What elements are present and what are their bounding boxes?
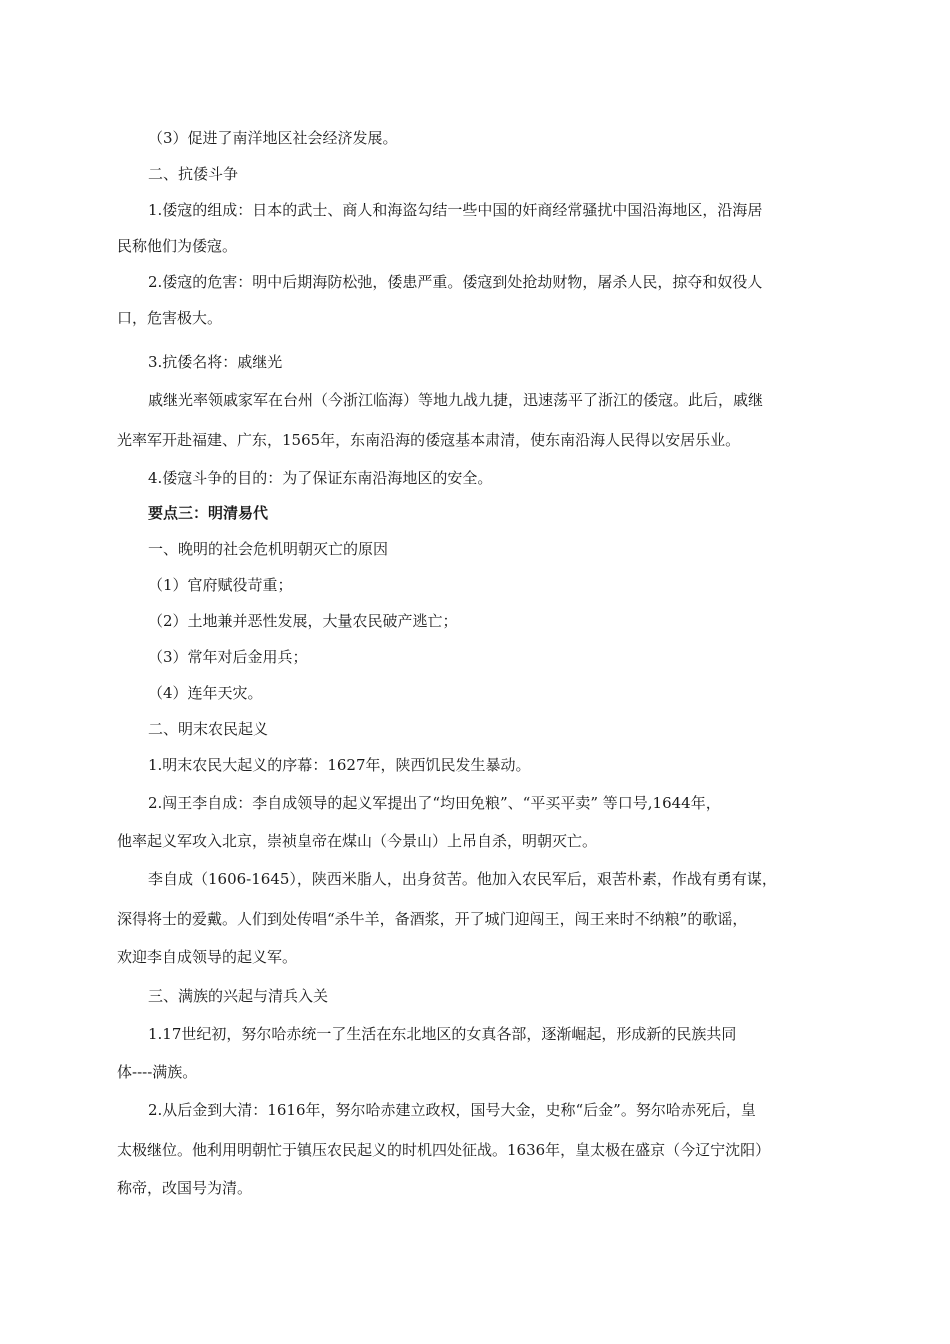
text-line: 他率起义军攻入北京，崇祯皇帝在煤山（今景山）上吊自杀，明朝灭亡。 xyxy=(117,832,598,850)
text-line: 戚继光率领戚家军在台州（今浙江临海）等地九战九捷，迅速荡平了浙江的倭寇。此后，戚继 xyxy=(148,391,764,409)
text-line: 太极继位。他利用明朝忙于镇压农民起义的时机四处征战。1636年，皇太极在盛京（今辽宁沈阳） xyxy=(117,1141,771,1159)
list-item: （3）常年对后金用兵； xyxy=(148,648,308,666)
text-line: 深得将士的爱戴。人们到处传唱“杀牛羊，备酒浆，开了城门迎闯王，闯王来时不纳粮”的歌谣， xyxy=(117,910,748,928)
text-line: （3）促进了南洋地区社会经济发展。 xyxy=(148,129,398,147)
list-item: （1）官府赋役苛重； xyxy=(148,576,293,594)
text-line: 3.抗倭名将：戚继光 xyxy=(148,353,283,371)
text-line: 2.闯王李自成：李自成领导的起义军提出了“均田免粮”、“平买平卖” 等口号,1644年， xyxy=(148,794,721,812)
text-line: 光率军开赴福建、广东，1565年，东南沿海的倭寇基本肃清，使东南沿海人民得以安居乐业。 xyxy=(117,431,741,449)
text-line: 欢迎李自成领导的起义军。 xyxy=(117,948,298,966)
text-line: 1.17世纪初，努尔哈赤统一了生活在东北地区的女真各部，逐渐崛起，形成新的民族共同 xyxy=(148,1025,737,1043)
text-line: 4.倭寇斗争的目的：为了保证东南沿海地区的安全。 xyxy=(148,469,493,487)
text-line: 1.明末农民大起义的序幕：1627年，陕西饥民发生暴动。 xyxy=(148,756,531,774)
text-line: 民称他们为倭寇。 xyxy=(117,237,238,255)
text-line: 体----满族。 xyxy=(117,1063,198,1081)
text-line: 1.倭寇的组成：日本的武士、商人和海盗勾结一些中国的奸商经常骚扰中国沿海地区，沿海居 xyxy=(148,201,763,219)
text-line: 2.倭寇的危害：明中后期海防松弛，倭患严重。倭寇到处抢劫财物，屠杀人民，掠夺和奴役人 xyxy=(148,273,763,291)
section-heading: 二、抗倭斗争 xyxy=(148,165,239,183)
text-line: 李自成（1606-1645），陕西米脂人，出身贫苦。他加入农民军后，艰苦朴素，作战有勇有谋， xyxy=(148,870,777,888)
section-heading: 一、晚明的社会危机明朝灭亡的原因 xyxy=(148,540,389,558)
text-line: 称帝，改国号为清。 xyxy=(117,1179,253,1197)
list-item: （2）土地兼并恶性发展，大量农民破产逃亡； xyxy=(148,612,458,630)
section-heading: 二、明末农民起义 xyxy=(148,720,269,738)
key-point-heading: 要点三：明清易代 xyxy=(148,504,269,522)
text-line: 2.从后金到大清：1616年，努尔哈赤建立政权，国号大金，史称“后金”。努尔哈赤死后，皇 xyxy=(148,1101,756,1119)
section-heading: 三、满族的兴起与清兵入关 xyxy=(148,987,329,1005)
list-item: （4）连年天灾。 xyxy=(148,684,263,702)
text-line: 口，危害极大。 xyxy=(117,309,223,327)
